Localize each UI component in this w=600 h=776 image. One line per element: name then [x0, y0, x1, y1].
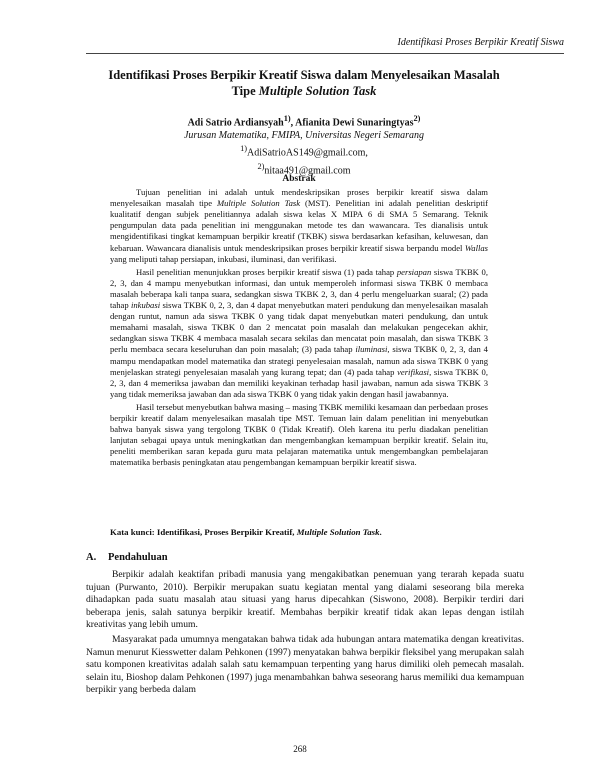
abstract-p2-italic-3: iluminasi [355, 344, 388, 355]
abstract-heading: Abstrak [282, 174, 316, 184]
author-names [80, 112, 528, 129]
abstract-p2-italic-2: inkubasi [130, 300, 161, 311]
author-separator: , [290, 117, 296, 129]
header-rule [86, 53, 564, 54]
author-block [80, 112, 528, 177]
abstract-p1-text-b: (MST). Penelitian ini adalah penelitian deskriptif kualitatif dengan subjek penelitiannya adalah siswa kelas X MIPA 6 di SMA 5 Semarang. Teknik pengumpulan data pada penelitian ini menggunakan metode tes dan wawancara. Tes dianalisis untuk mengidentifikasi tingkat kemampuan berpikir kreatif (TKBK) siswa berdasarkan kefasihan, keluwesan, dan kebaruan. Wawancara dianalisis untuk mendeskripsikan proses berpikir kreatif siswa berpandu model [110, 198, 488, 253]
abstract-p2-italic-1: persiapan [396, 266, 432, 277]
abstract-p2-text-c: siswa TKBK 0, 2, 3, dan 4 dapat menyebutkan materi pendukung dan menyelesaikan masalah dengan runtut, namun ada siswa TKBK 0 yang tidak dapat menyebutkan materi pendukung, dan untuk memahami masalah, siswa TKBK 0 dan 2 mencatat poin masalah dan melakukan pengecekan akhir, sedangkan siswa TKBK 4 membaca masalah secara sekilas dan mencatat poin masalah, dan siswa TKBK 3 perlu membaca secara keseluruhan dan poin masalah; (3) pada tahap [110, 300, 488, 355]
paper-title [80, 67, 528, 99]
body-paragraph-2: Masyarakat pada umumnya mengatakan bahwa tidak ada hubungan antara matematika dengan kreativitas. Namun menurut Kiesswetter dalam Pehkonen (1997) menyatakan bahwa berpikir fleksibel yang merupakan salah satu komponen kreativitas adalah salah satu kemampuan terpenting yang harus dimiliki oleh pemecah masalah. selain itu, Bioshop dalam Pehkonen (1997) juga menambahkan bahwa seseorang harus memiliki dua kemampuan berpikir yang berbeda dalam [86, 633, 524, 696]
keywords-italic: Multiple Solution Task [296, 527, 380, 537]
abstract-p2-text-e: , siswa TKBK 0, 2, 3, dan 4 memeriksa jawaban dan memiliki keyakinan terhadap hasil jawaban, namun ada siswa TKBK 3 yang tidak memeriksa jawaban dan ada siswa TKBK 0 yang tidak yakin dengan hasil jawabannya. [110, 366, 489, 399]
section-title: Pendahuluan [108, 552, 168, 563]
title-line-2-italic: Multiple Solution Task [258, 84, 377, 98]
email-1: AdiSatrioAS149@gmail.com, [247, 147, 368, 159]
abstract-p1-italic-2: Wallas [464, 242, 488, 253]
author-2: Afianita Dewi Sunaringtyas [295, 117, 414, 129]
title-line-2-prefix: Tipe [231, 84, 259, 98]
body-text [86, 569, 524, 699]
abstract-p2-text-a: Hasil penelitian menunjukkan proses berpikir kreatif siswa (1) pada tahap [136, 266, 397, 277]
author-1: Adi Satrio Ardiansyah [187, 117, 284, 129]
author-2-sup: 2) [413, 114, 421, 123]
email-1-sup: 1) [240, 144, 248, 154]
abstract-paragraph-1 [110, 187, 488, 265]
abstract-p1-italic: Multiple Solution Task [216, 198, 301, 209]
keywords-text: Kata kunci: Identifikasi, Proses Berpikir Kreatif, [110, 527, 297, 537]
abstract-p2-text-d: , siswa TKBK 0, 2, 3, dan 4 mampu mendapatkan model matematika dan strategi penyelesaian masalah, namun ada siswa TKBK 0 yang menjelaskan strategi penyelesaian masalah yang kurang tepat; dan (4) pada tahap [110, 344, 488, 377]
keywords [110, 527, 510, 537]
email-1-line [80, 142, 528, 159]
running-head: Identifikasi Proses Berpikir Kreatif Siswa [397, 37, 564, 48]
affiliation: Jurusan Matematika, FMIPA, Universitas Negeri Semarang [183, 130, 425, 142]
body-paragraph-1: Berpikir adalah keaktifan pribadi manusia yang mengakibatkan penemuan yang terarah kepada suatu tujuan (Purwanto, 2010). Berpikir merupakan suatu kegiatan mental yang dialami seseorang bila mereka dihadapkan pada suatu masalah atau situasi yang harus dipecahkan (Siswono, 2008). Berpikir terdiri dari beberapa jenis, salah satunya berpikir kreatif. Membahas berpikir kreatif tidak akan lepas dengan istilah kreativitas yang lebih umum. [86, 569, 524, 631]
author-1-sup: 1) [283, 114, 291, 123]
section-number: A. [86, 552, 97, 563]
section-heading [86, 552, 168, 563]
title-line-1: Identifikasi Proses Berpikir Kreatif Siswa dalam Menyelesaikan Masalah [108, 68, 500, 82]
email-2: nitaa491@gmail.com [264, 164, 351, 176]
abstract-p2-italic-4: verifikasi [397, 366, 430, 377]
abstract [110, 174, 488, 470]
keywords-end: . [379, 527, 382, 537]
abstract-p1-text-a: Tujuan penelitian ini adalah untuk mendeskripsikan proses berpikir kreatif siswa dalam menyelesaikan masalah tipe [110, 187, 488, 209]
email-2-sup: 2) [257, 161, 265, 171]
page-number: 268 [293, 744, 307, 754]
abstract-paragraph-3: Hasil tersebut menyebutkan bahwa masing – masing TKBK memiliki kesamaan dan perbedaan proses berpikir kreatif dalam menyelesaikan masalah tipe MST. Temuan lain dalam penelitian ini menyebutkan bahwa banyak siswa yang tergolong TKBK 0 (Tidak Kreatif). Oleh karena itu perlu diadakan penelitian lanjutan sebagai upaya untuk meningkatkan dan mengembangkan kemampuan berpikir kreatif. Selain itu, peneliti memberikan saran kepada guru mata pelajaran matematika untuk mengembangkan pembelajaran matematika berbasis peningkatan atau pengembangan kemampuan berpikir kreatif siswa. [110, 401, 488, 468]
abstract-paragraph-2 [110, 267, 488, 400]
abstract-p1-text-c: yang meliputi tahap persiapan, inkubasi, iluminasi, dan verifikasi. [110, 253, 337, 264]
abstract-p2-text-b: siswa TKBK 0, 2, 3, dan 4 mampu menyebutkan informasi, dan untuk memperoleh informasi siswa TKBK 0 membaca masalah beberapa kali tanpa suara, sedangkan siswa TKBK 2, 3, dan 4 perlu mengeluarkan suaral; (2) pada tahap [110, 266, 488, 311]
